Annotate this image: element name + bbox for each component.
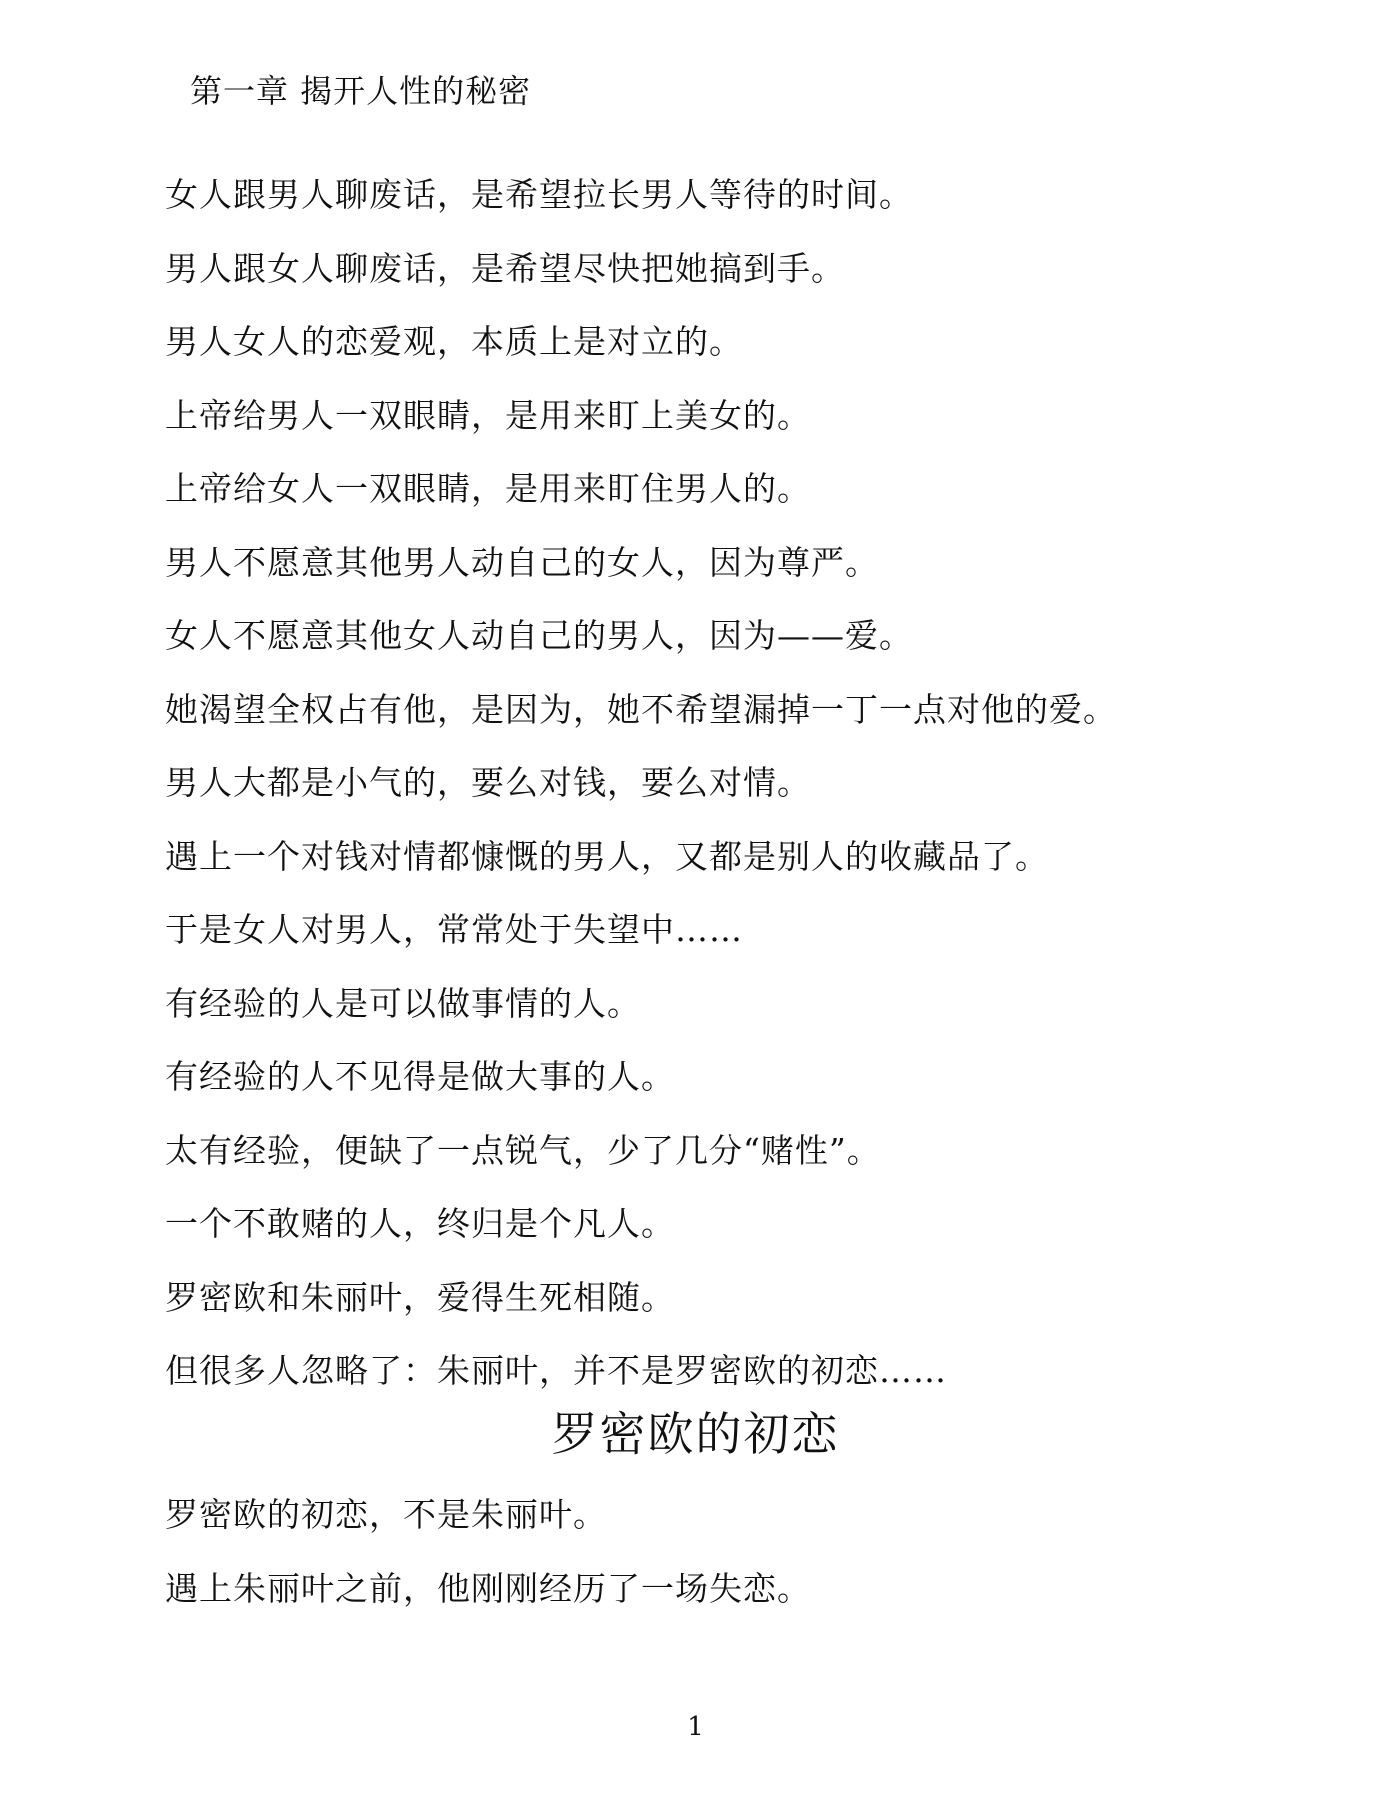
page-number: 1	[687, 1712, 704, 1742]
paragraph-line: 太有经验，便缺了一点锐气，少了几分“赌性”。	[165, 1130, 881, 1170]
chapter-title: 第一章 揭开人性的秘密	[190, 72, 532, 110]
paragraph-line: 但很多人忽略了：朱丽叶，并不是罗密欧的初恋……	[165, 1351, 947, 1390]
paragraph-line: 男人女人的恋爱观，本质上是对立的。	[165, 322, 743, 361]
body-paragraphs	[165, 158, 1265, 1408]
section-heading: 罗密欧的初恋	[551, 1407, 840, 1461]
paragraph-line: 遇上朱丽叶之前，他刚刚经历了一场失恋。	[165, 1568, 811, 1608]
paragraph-line: 于是女人对男人，常常处于失望中……	[165, 910, 743, 949]
paragraph-line: 罗密欧和朱丽叶，爱得生死相随。	[165, 1277, 675, 1317]
paragraph-line: 上帝给男人一双眼睛，是用来盯上美女的。	[165, 395, 811, 435]
section-paragraphs	[165, 1478, 1265, 1625]
paragraph-line: 她渴望全权占有他，是因为，她不希望漏掉一丁一点对他的爱。	[165, 689, 1117, 729]
paragraph-line: 有经验的人不见得是做大事的人。	[165, 1057, 675, 1096]
paragraph-line: 男人大都是小气的，要么对钱，要么对情。	[165, 763, 811, 802]
paragraph-line: 男人跟女人聊废话，是希望尽快把她搞到手。	[165, 248, 845, 288]
paragraph-line: 罗密欧的初恋，不是朱丽叶。	[165, 1495, 607, 1534]
paragraph-line: 遇上一个对钱对情都慷慨的男人，又都是别人的收藏品了。	[165, 836, 1049, 876]
paragraph-line: 一个不敢赌的人，终归是个凡人。	[165, 1204, 675, 1243]
paragraph-line: 女人跟男人聊废话，是希望拉长男人等待的时间。	[165, 175, 913, 214]
paragraph-line: 男人不愿意其他男人动自己的女人，因为尊严。	[165, 542, 879, 582]
paragraph-line: 有经验的人是可以做事情的人。	[165, 983, 641, 1023]
paragraph-line: 上帝给女人一双眼睛，是用来盯住男人的。	[165, 469, 811, 508]
paragraph-line: 女人不愿意其他女人动自己的男人，因为——爱。	[165, 616, 913, 655]
